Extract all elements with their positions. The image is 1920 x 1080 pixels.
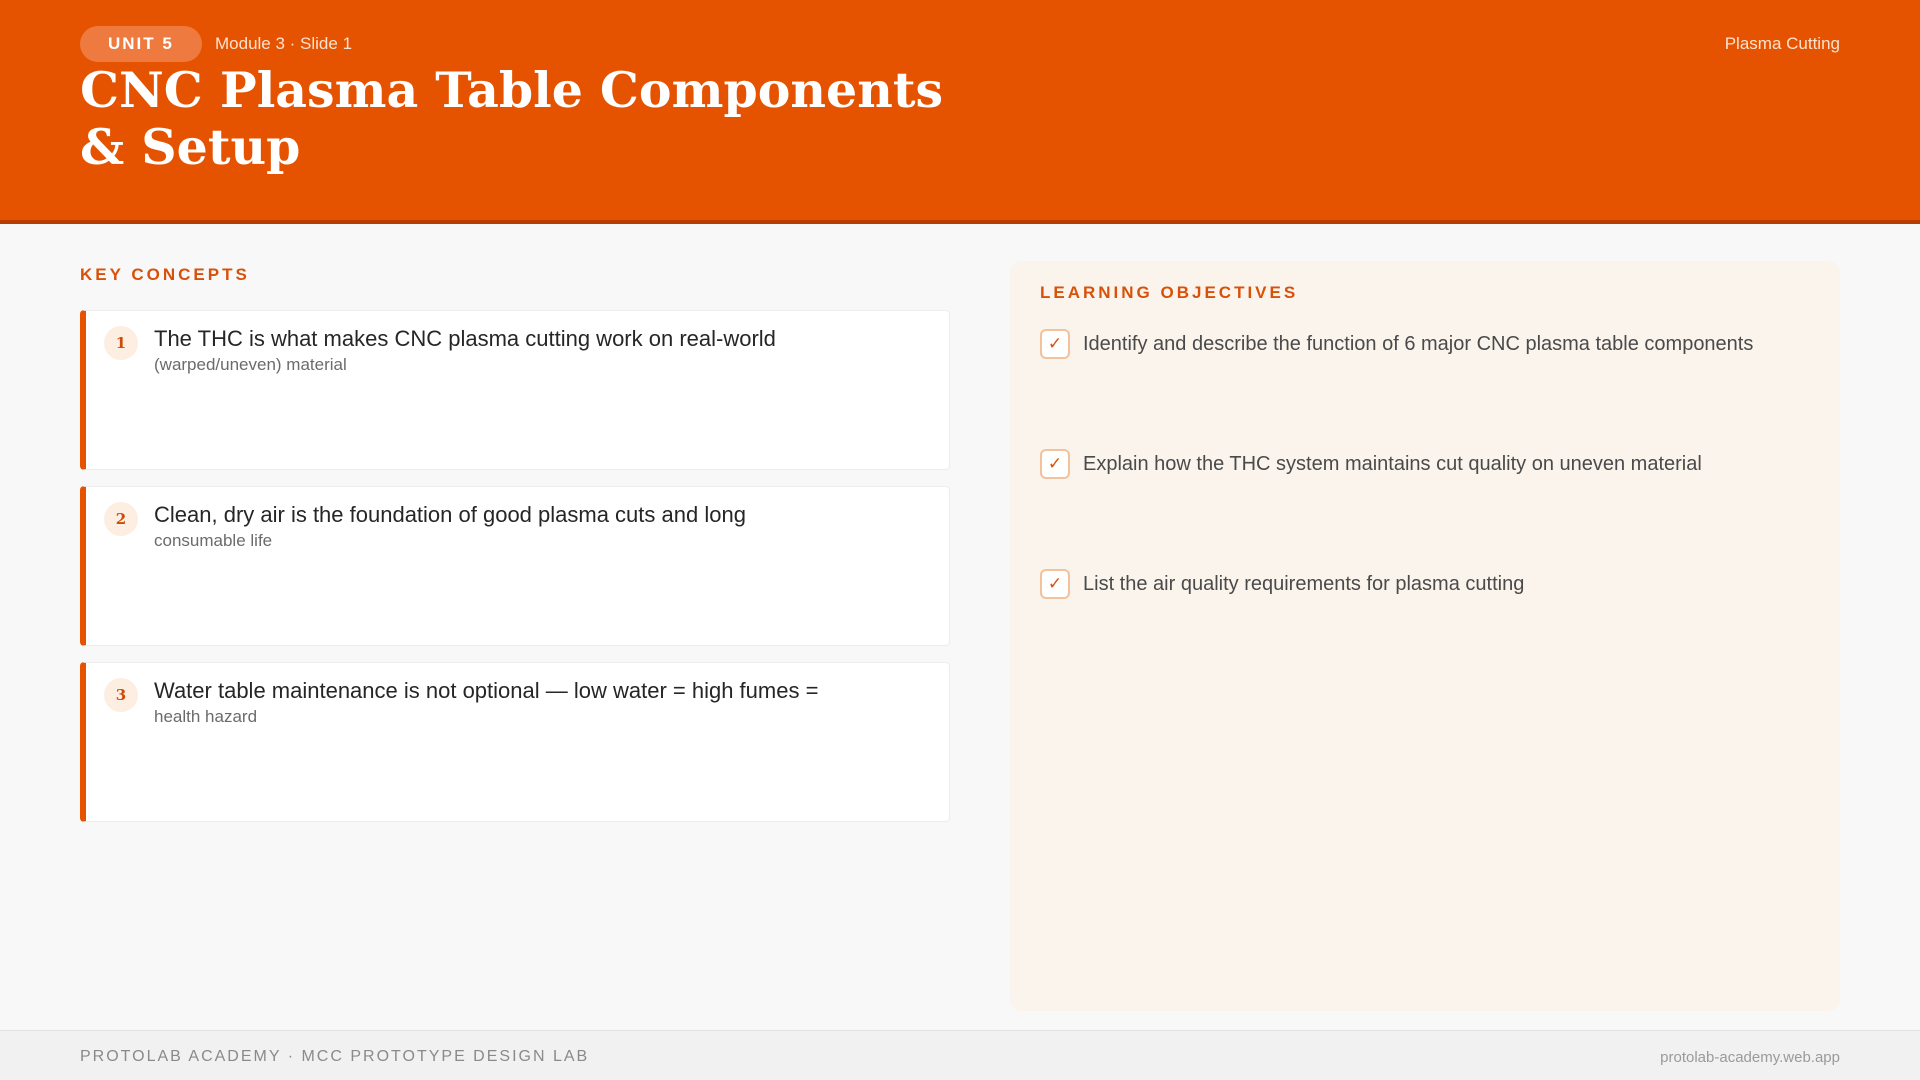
unit-badge: UNIT 5 [80, 26, 202, 62]
concept-card [80, 310, 950, 470]
concept-main-text: The THC is what makes CNC plasma cutting work on real-world [154, 326, 776, 351]
module-slide-label: Module 3 · Slide 1 [215, 34, 353, 53]
objective-text: List the air quality requirements for plasma cutting [1083, 573, 1525, 595]
concept-number-badge: 3 [104, 678, 138, 712]
objective-text: Identify and describe the function of 6 major CNC plasma table components [1083, 333, 1754, 355]
objective-item [1040, 449, 1820, 481]
footer-url: protolab-academy.web.app [1660, 1049, 1840, 1066]
concept-sub-text: consumable life [154, 531, 273, 550]
concept-sub-text: health hazard [154, 707, 258, 726]
slide-title: CNC Plasma Table Components & Setup [80, 61, 944, 176]
concept-number-badge: 1 [104, 326, 138, 360]
learning-objectives-heading: LEARNING OBJECTIVES [1040, 283, 1299, 302]
objective-item [1040, 569, 1820, 601]
concept-main-text: Water table maintenance is not optional — low water = high fumes = [154, 678, 819, 703]
slide-header [0, 0, 1920, 224]
checkmark-icon: ✓ [1040, 569, 1070, 599]
checkmark-icon: ✓ [1040, 329, 1070, 359]
concept-number-badge: 2 [104, 502, 138, 536]
learning-objectives-panel [1010, 261, 1840, 1011]
concept-card [80, 662, 950, 822]
footer-org-label: PROTOLAB ACADEMY · MCC PROTOTYPE DESIGN LAB [80, 1048, 590, 1065]
concept-card [80, 486, 950, 646]
objective-text: Explain how the THC system maintains cut quality on uneven material [1083, 453, 1702, 475]
concept-sub-text: (warped/uneven) material [154, 355, 347, 374]
topic-label: Plasma Cutting [1724, 34, 1840, 53]
checkmark-icon: ✓ [1040, 449, 1070, 479]
objective-item [1040, 329, 1820, 361]
key-concepts-heading: KEY CONCEPTS [80, 265, 250, 284]
concept-main-text: Clean, dry air is the foundation of good plasma cuts and long [154, 502, 746, 527]
slide-footer [0, 1030, 1920, 1080]
